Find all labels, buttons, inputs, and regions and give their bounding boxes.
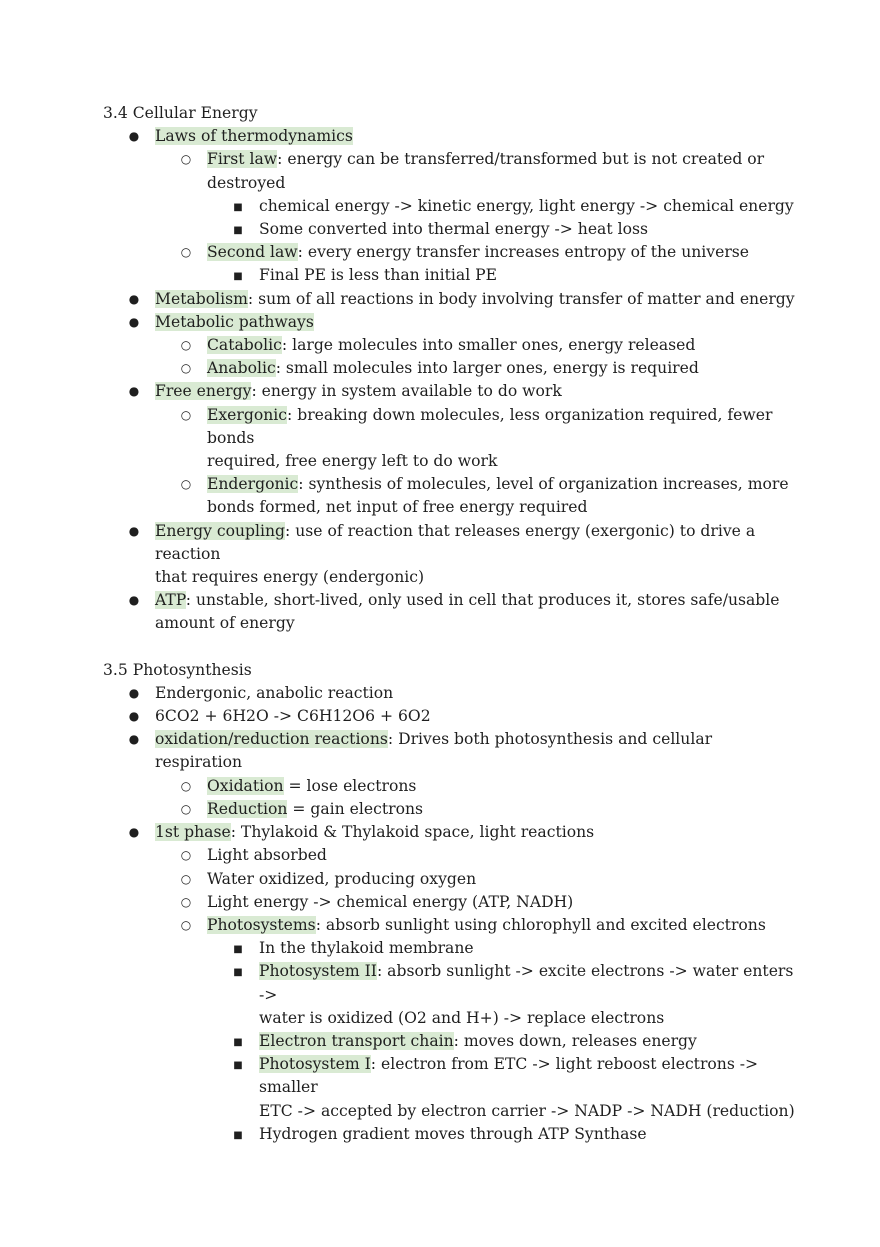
list-item [103,868,803,891]
list-item [103,380,803,403]
list-item [103,775,803,798]
item-text: : Drives both photosynthesis and cellular respiration [155,730,713,772]
highlighted-term: Reduction [207,799,288,818]
list-item [103,264,803,287]
list-item [103,520,803,566]
item-text: : sum of all reactions in body involving transfer of matter and energy [247,289,795,308]
item-text: required, free energy left to do work [207,452,498,471]
section-heading: 3.4 Cellular Energy [103,104,258,122]
highlighted-term: Anabolic [207,359,276,378]
list-item [103,705,803,728]
bullet-circle-icon [176,241,196,264]
highlighted-term: Electron transport chain [259,1031,454,1050]
bullet-disc-icon [124,520,144,543]
highlighted-term: oxidation/reduction reactions [155,730,388,749]
list-item [103,125,803,148]
list-item [103,891,803,914]
item-text: : unstable, short-lived, only used in cell that produces it, stores safe/usable [185,591,780,610]
highlighted-term: Endergonic [207,475,299,494]
bullet-square-icon [228,937,248,961]
list-item [103,404,803,450]
list-item [103,960,803,1006]
bullet-circle-icon [176,334,196,357]
bullet-disc-icon [124,821,144,844]
item-text: : breaking down molecules, less organization required, fewer bonds [207,405,773,447]
list-item [103,914,803,937]
highlighted-term: Photosystem I [259,1055,371,1074]
list-item-continuation [103,496,803,519]
bullet-disc-icon [124,380,144,403]
list-item [103,357,803,380]
item-text: that requires energy (endergonic) [155,568,425,587]
item-text: destroyed [207,173,286,192]
section-heading: 3.5 Photosynthesis [103,660,252,679]
highlighted-term: Oxidation [207,776,284,795]
item-text: : moves down, releases energy [453,1031,697,1050]
item-text: = lose electrons [283,776,417,795]
bullet-disc-icon [124,125,144,148]
highlighted-term: Metabolic pathways [155,312,314,331]
highlighted-term: ATP [155,591,186,610]
highlighted-term: Photosystems [207,915,316,934]
item-text: Light energy -> chemical energy (ATP, NADH) [207,892,574,911]
item-text: water is oxidized (O2 and H+) -> replace electrons [259,1008,665,1027]
highlighted-term: Photosystem II [259,962,377,981]
list-item [103,589,803,612]
item-text: bonds formed, net input of free energy required [207,498,588,517]
item-text: : small molecules into larger ones, energy is required [275,359,699,378]
item-text: 6CO2 + 6H2O -> C6H12O6 + 6O2 [155,707,431,726]
highlighted-term: Catabolic [207,336,282,355]
highlighted-term: First law [207,150,278,169]
bullet-circle-icon [176,868,196,891]
item-text: : absorb sunlight using chlorophyll and excited electrons [315,915,766,934]
item-text: Final PE is less than initial PE [259,266,498,285]
item-text: : large molecules into smaller ones, energy released [281,336,696,355]
list-item-continuation [103,450,803,473]
item-text: : every energy transfer increases entropy of the universe [297,243,749,262]
item-text: chemical energy -> kinetic energy, light energy -> chemical energy [259,196,794,215]
item-text: Water oxidized, producing oxygen [207,869,477,888]
bullet-circle-icon [176,891,196,914]
list-item [103,798,803,821]
list-item-continuation [103,566,803,589]
list-item [103,218,803,241]
bullet-circle-icon [176,404,196,427]
bullet-square-icon [228,960,248,984]
bullet-disc-icon [124,311,144,334]
item-text: : use of reaction that releases energy (exergonic) to drive a reaction [155,521,756,563]
item-text: : energy can be transferred/transformed but is not created or [277,150,765,169]
bullet-square-icon [228,218,248,242]
bullet-circle-icon [176,844,196,867]
list-item [103,1053,803,1099]
bullet-circle-icon [176,148,196,171]
list-item [103,288,803,311]
highlighted-term: Laws of thermodynamics [155,127,353,146]
list-item [103,937,803,960]
item-text: Hydrogen gradient moves through ATP Synthase [259,1124,647,1143]
list-item [103,241,803,264]
bullet-disc-icon [124,705,144,728]
bullet-disc-icon [124,682,144,705]
bullet-square-icon [228,1123,248,1147]
item-text: Some converted into thermal energy -> heat loss [259,220,648,239]
document-body [103,102,803,1146]
bullet-circle-icon [176,473,196,496]
bullet-circle-icon [176,357,196,380]
list-item [103,334,803,357]
bullet-disc-icon [124,288,144,311]
highlighted-term: Energy coupling [155,521,286,540]
list-item [103,728,803,774]
item-text: In the thylakoid membrane [259,939,474,958]
list-item [103,1030,803,1053]
list-item [103,195,803,218]
highlighted-term: Free energy [155,382,252,401]
list-item [103,821,803,844]
item-text: : electron from ETC -> light reboost electrons -> smaller [259,1055,759,1097]
list-item-continuation [103,612,803,635]
bullet-square-icon [228,264,248,288]
item-text: amount of energy [155,614,295,633]
list-item [103,1123,803,1146]
item-text: : synthesis of molecules, level of organization increases, more [298,475,789,494]
list-item [103,473,803,496]
bullet-disc-icon [124,728,144,751]
bullet-disc-icon [124,589,144,612]
section-1 [103,102,803,636]
highlighted-term: Second law [207,243,298,262]
bullet-square-icon [228,1030,248,1054]
list-item-continuation [103,1007,803,1030]
item-text: Light absorbed [207,846,327,865]
bullet-circle-icon [176,775,196,798]
highlighted-term: 1st phase [155,823,231,842]
item-text: ETC -> accepted by electron carrier -> NADP -> NADH (reduction) [259,1101,795,1120]
item-text: : Thylakoid & Thylakoid space, light reactions [230,823,595,842]
bullet-square-icon [228,195,248,219]
highlighted-term: Exergonic [207,405,287,424]
bullet-square-icon [228,1053,248,1077]
item-text: : absorb sunlight -> excite electrons -> water enters -> [259,962,794,1004]
bullet-circle-icon [176,798,196,821]
list-item-continuation [103,1100,803,1123]
item-text: Endergonic, anabolic reaction [155,683,394,702]
item-text: : energy in system available to do work [251,382,562,401]
list-item [103,844,803,867]
list-item-continuation [103,172,803,195]
item-text: = gain electrons [287,799,423,818]
highlighted-term: Metabolism [155,289,248,308]
bullet-circle-icon [176,914,196,937]
section-2 [103,659,803,1146]
list-item [103,148,803,171]
list-item [103,311,803,334]
list-item [103,682,803,705]
